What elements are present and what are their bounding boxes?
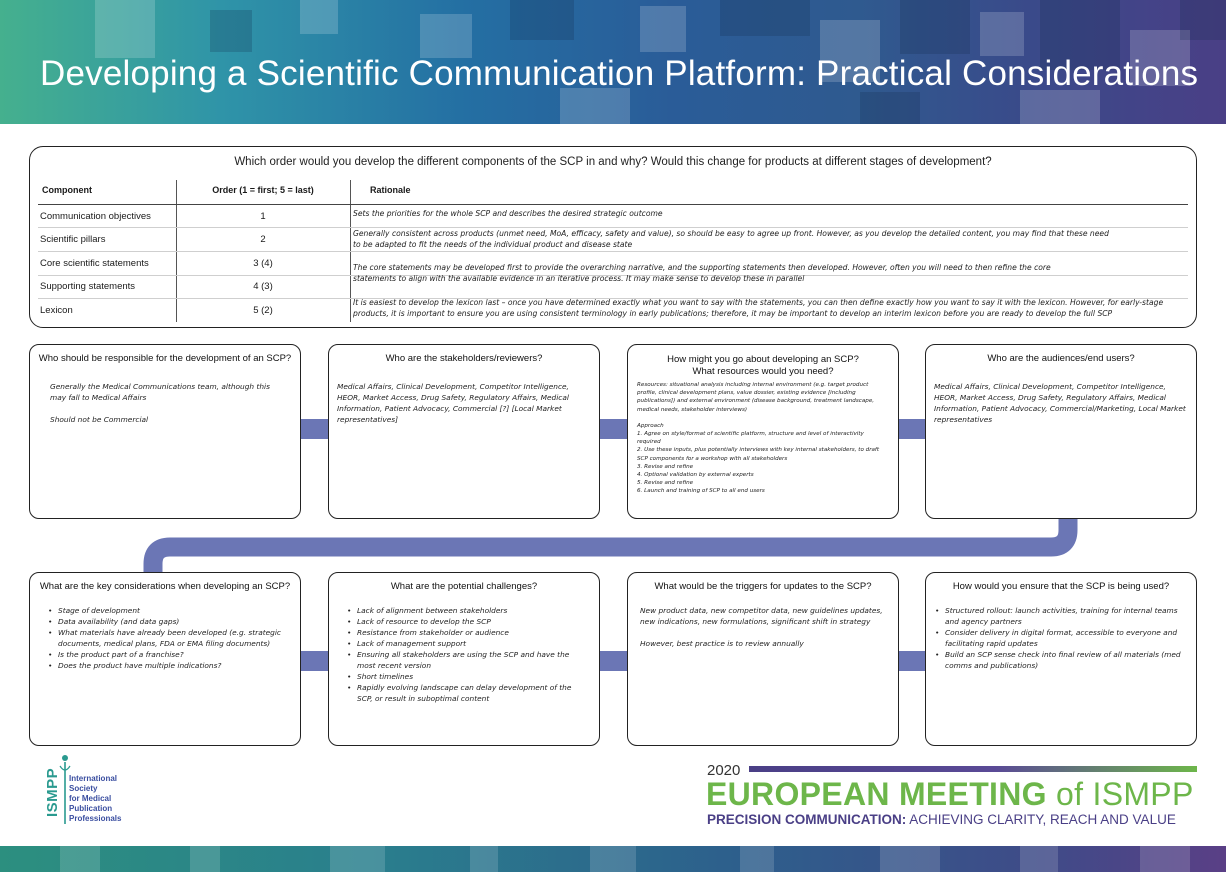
logo-line: International [69, 774, 118, 783]
list-item: • Is the product part of a franchise? [48, 649, 290, 660]
card-title: How would you ensure that the SCP is being used? [952, 581, 1170, 592]
footer-strip [0, 846, 1226, 872]
table-row-order: 3 (4) [253, 258, 273, 269]
meeting-title-thin: of ISMPP [1046, 776, 1194, 812]
card-usage [925, 572, 1197, 746]
logo-line: Professionals [69, 814, 122, 823]
card-subtitle: What resources would you need? [692, 365, 834, 377]
card-resources [627, 344, 899, 519]
step-item: 1. Agree on style/format of scientific platform, structure and level of interactivity required [637, 431, 864, 446]
step-item: 5. Revise and refine [637, 480, 694, 487]
card-challenges [328, 572, 600, 746]
table-row-component: Communication objectives [40, 211, 151, 222]
table-row-order: 2 [260, 234, 266, 245]
header-rationale: Rationale [370, 185, 411, 195]
card-title: What are the key considerations when developing an SCP? [39, 581, 291, 592]
step-item: 2. Use these inputs, plus potentially interviews with key internal stakeholders, to draft SCP components for a workshop with all stakeholders [637, 447, 880, 462]
card-audiences [925, 344, 1197, 519]
logo-line: Publication [69, 804, 113, 813]
card-triggers [627, 572, 899, 746]
meeting-title [706, 776, 1194, 813]
table-row-rationale: Sets the priorities for the whole SCP and describes the desired strategic outcome [353, 209, 663, 218]
table-row-component: Core scientific statements [40, 258, 149, 269]
meeting-title-bold: EUROPEAN MEETING [706, 776, 1047, 812]
card-title: Who are the stakeholders/reviewers? [385, 353, 543, 364]
table-row-order: 4 (3) [253, 281, 273, 292]
card-title: What would be the triggers for updates to the SCP? [654, 581, 872, 592]
card-title: How might you go about developing an SCP? [667, 354, 859, 365]
list-item: • Ensuring all stakeholders are using the SCP and have the most recent version [347, 649, 581, 671]
approach-label: Approach [637, 422, 664, 429]
card-text: Medical Affairs, Clinical Development, Competitor Intelligence, HEOR, Market Access, Drug Safety, Regulatory Affairs, Medical Information, Patient Advocacy, Commercial/Marketing, Local Market representatives [934, 382, 1186, 424]
list-item: • Build an SCP sense check into final review of all materials (med comms and publications) [935, 649, 1188, 671]
card-stakeholders [328, 344, 600, 519]
table-row-component: Scientific pillars [40, 234, 106, 245]
card-text: Resources: situational analysis including internal environment (e.g. target product profile, clinical development plans, value dossier, existing evidence [including publications]) and external environment (disease background, treatment landscape, medical needs, stakeholder interviews) [637, 382, 875, 413]
table-row-order: 1 [260, 211, 266, 222]
list-item: • Short timelines [347, 671, 581, 682]
table-row-rationale: Generally consistent across products (unmet need, MoA, efficacy, safety and value), so should be easy to agree up front. However, as you develop the detailed content, you may find that these need to be adapted to fit the needs of the individual product and disease state [353, 229, 1109, 249]
table-question: Which order would you develop the different components of the SCP in and why? Would this change for products at different stages of development? [234, 156, 992, 168]
page-title: Developing a Scientific Communication Platform: Practical Considerations [40, 54, 1199, 93]
card-considerations [29, 572, 301, 746]
list-item: • Consider delivery in digital format, accessible to everyone and facilitating rapid updates [935, 627, 1188, 649]
meeting-subtitle-bold: PRECISION COMMUNICATION: [707, 812, 907, 827]
meeting-subtitle [707, 812, 1176, 827]
step-item: 3. Revise and refine [637, 463, 694, 470]
table-row-component: Supporting statements [40, 281, 136, 292]
list-item: • Lack of alignment between stakeholders [347, 605, 581, 616]
list-item: • Resistance from stakeholder or audience [347, 627, 581, 638]
card-text: Generally the Medical Communications team, although this may fall to Medical Affairs [50, 382, 270, 402]
ismpp-logo [44, 754, 154, 826]
card-text: New product data, new competitor data, new guidelines updates, new indications, new formulations, significant shift in strategy [640, 606, 883, 626]
card-title: What are the potential challenges? [390, 581, 538, 592]
logo-acronym: ISMPP [44, 767, 61, 817]
step-item: 6. Launch and training of SCP to all end users [637, 488, 765, 495]
logo-line: Society [69, 784, 98, 793]
table-row-rationale: The core statements may be developed first to provide the overarching narrative, and the supporting statements then developed. However, often you will need to then refine the core statements to align with the available evidence in an iterative process. It may make sense to develop these in parallel [353, 263, 1051, 283]
table-row-component: Lexicon [40, 305, 73, 316]
card-responsible [29, 344, 301, 519]
table-row-order: 5 (2) [253, 305, 273, 316]
list-item: • Lack of management support [347, 638, 581, 649]
logo-line: for Medical [69, 794, 112, 803]
meeting-year: 2020 [707, 762, 741, 779]
list-item: • Lack of resource to develop the SCP [347, 616, 581, 627]
list-item: • Structured rollout: launch activities, training for internal teams and agency partners [935, 605, 1188, 627]
card-title: Who should be responsible for the development of an SCP? [38, 353, 292, 364]
card-text: However, best practice is to review annually [640, 639, 804, 648]
meeting-bar [749, 766, 1197, 772]
card-title: Who are the audiences/end users? [987, 353, 1135, 364]
list-item: • What materials have already been developed (e.g. strategic documents, medical plans, FDA or EMA filing documents) [48, 627, 290, 649]
header-order: Order (1 = first; 5 = last) [212, 185, 314, 195]
table-row-rationale: It is easiest to develop the lexicon last – once you have determined exactly what you want to say with the statements, you can then define exactly how you want to say it with the lexicon. However, for early-stage products, it is important to ensure you are using consistent terminology in early publications; therefore, it may be important to develop an interim lexicon before you are ready to develop the full SCP [353, 298, 1164, 318]
header-component: Component [42, 185, 92, 195]
list-item: • Rapidly evolving landscape can delay development of the SCP, or result in suboptimal content [347, 682, 581, 704]
list-item: • Stage of development [48, 605, 290, 616]
step-item: 4. Optional validation by external experts [637, 472, 754, 479]
list-item: • Does the product have multiple indications? [48, 660, 290, 671]
card-text: Medical Affairs, Clinical Development, Competitor Intelligence, HEOR, Market Access, Drug Safety, Regulatory Affairs, Medical Information, Patient Advocacy, Commercial [?] [Local Market representatives] [337, 382, 569, 424]
meeting-subtitle-rest: ACHIEVING CLARITY, REACH AND VALUE [906, 812, 1176, 827]
list-item: • Data availability (and data gaps) [48, 616, 290, 627]
card-text: Should not be Commercial [50, 415, 149, 424]
